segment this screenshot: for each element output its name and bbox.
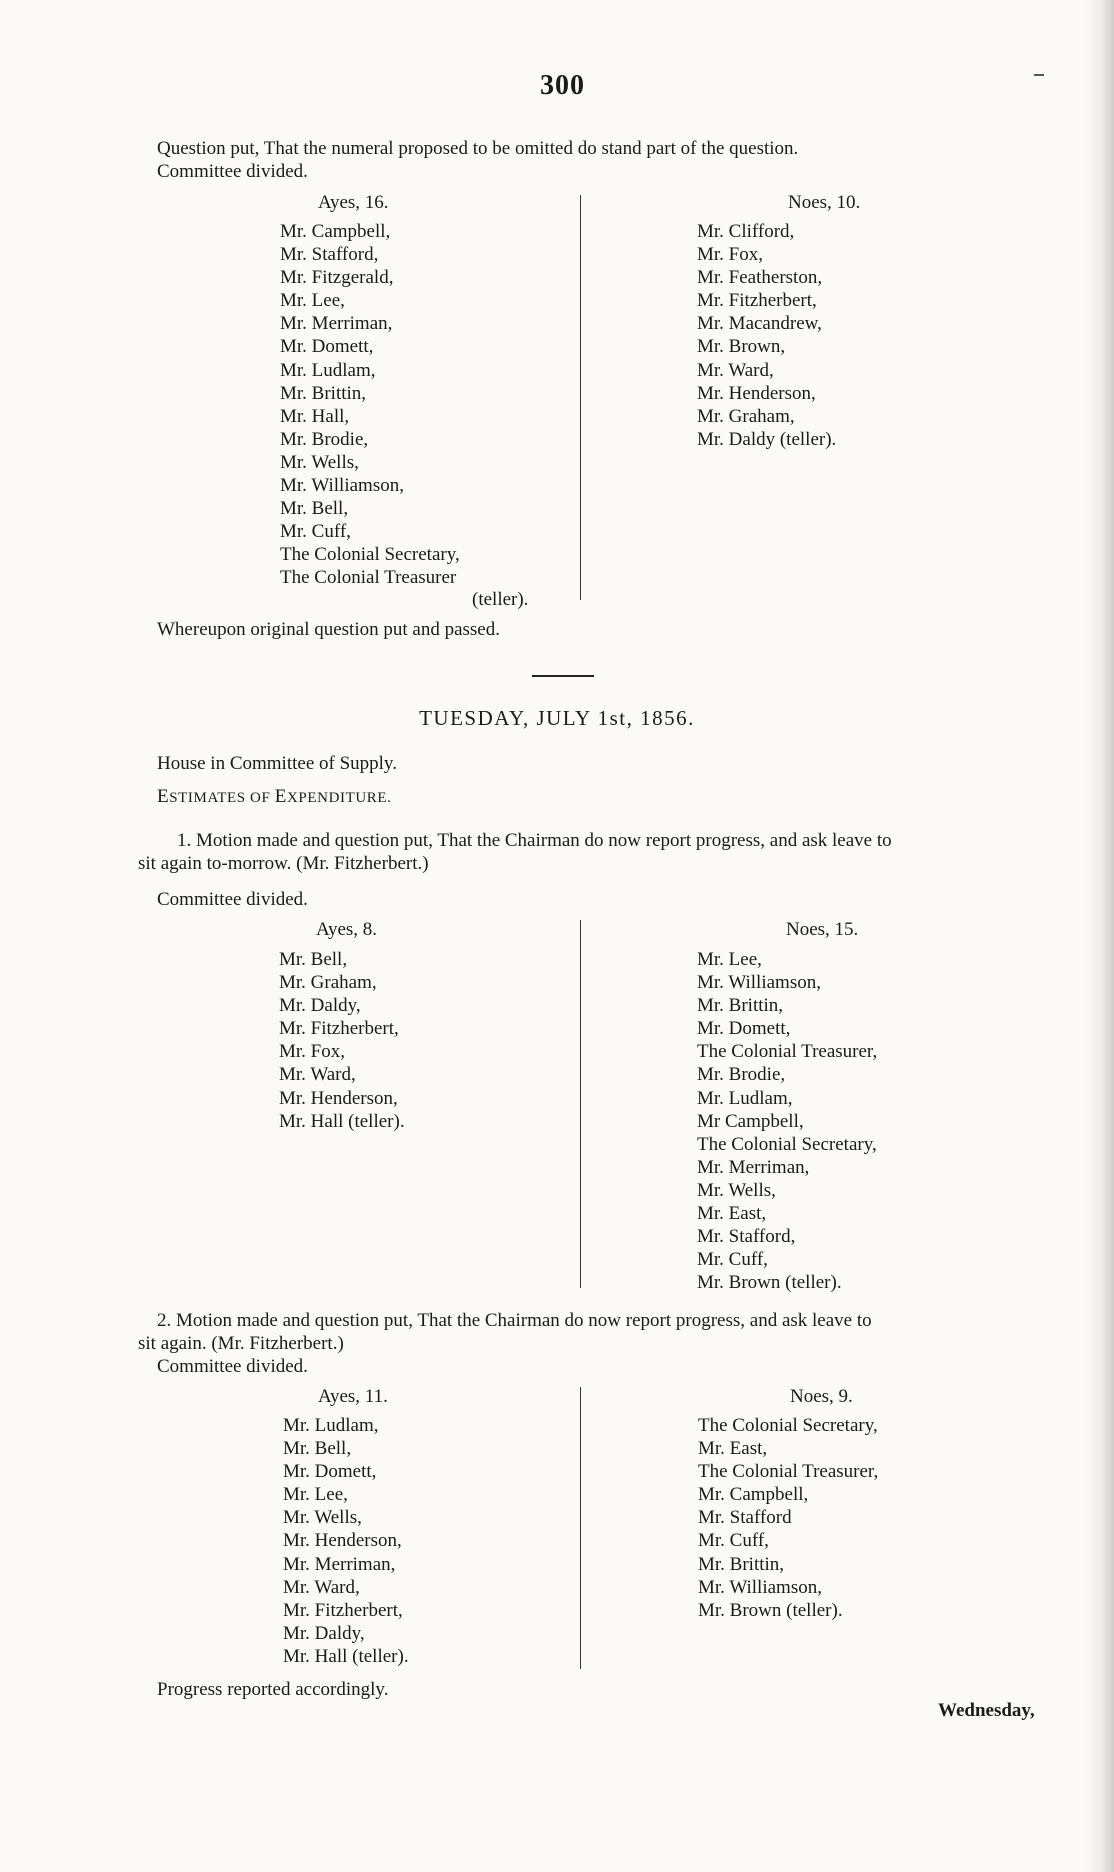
list-item: Mr. Hall (teller).	[279, 1110, 405, 1132]
list-item: The Colonial Treasurer	[280, 567, 457, 589]
list-item: Mr. Macandrew,	[697, 313, 822, 335]
list-item: Mr. Campbell,	[698, 1484, 809, 1506]
list-item: The Colonial Treasurer,	[697, 1041, 878, 1063]
page-number: 300	[540, 70, 585, 101]
noes-title: Noes, 9.	[790, 1386, 853, 1407]
motion1-line1: 1. Motion made and question put, That the Chairman do now report progress, and ask leave to	[177, 830, 892, 851]
motion2-line1: 2. Motion made and question put, That the Chairman do now report progress, and ask leave to	[157, 1310, 872, 1331]
list-item: Mr. Williamson,	[280, 475, 404, 497]
list-item: Mr. Ludlam,	[697, 1087, 793, 1109]
list-item: Mr. Fox,	[279, 1041, 345, 1063]
list-item: Mr. Ward,	[279, 1064, 356, 1086]
list-item: Mr. Campbell,	[280, 221, 391, 242]
column-divider	[580, 1387, 581, 1669]
list-item: Mr. Wells,	[283, 1507, 362, 1529]
page-edge-shadow	[1084, 0, 1114, 1872]
question-text: Question put, That the numeral proposed to be omitted do stand part of the question.	[157, 138, 799, 159]
noes-list	[697, 220, 836, 451]
list-item: Mr. Brown,	[697, 336, 786, 358]
list-item: The Colonial Secretary,	[698, 1415, 878, 1436]
list-item: Mr. Merriman,	[280, 313, 393, 335]
list-item: Mr. Lee,	[280, 290, 345, 312]
list-item: Mr. Domett,	[283, 1461, 377, 1483]
motion2-line2: sit again. (Mr. Fitzherbert.)	[138, 1333, 344, 1354]
ayes-title: Ayes, 8.	[316, 919, 378, 940]
list-item: Mr. Wells,	[697, 1179, 776, 1201]
list-item: Mr. Graham,	[697, 405, 795, 427]
list-item: Mr. East,	[697, 1203, 767, 1225]
list-item: Mr. Williamson,	[698, 1576, 822, 1598]
list-item: Mr. Fox,	[697, 244, 763, 266]
list-item: Mr. Brittin,	[697, 995, 784, 1017]
list-item: Mr. Ward,	[283, 1576, 360, 1598]
ayes-title: Ayes, 16.	[318, 192, 389, 213]
list-item: Mr. Brown (teller).	[697, 1272, 842, 1294]
ayes-teller: (teller).	[472, 589, 529, 610]
list-item: Mr. Lee,	[283, 1484, 348, 1506]
list-item: Mr. Brown (teller).	[698, 1599, 843, 1621]
noes-title: Noes, 15.	[786, 919, 859, 940]
list-item: Mr. Lee,	[697, 949, 762, 970]
committee-heading: House in Committee of Supply.	[157, 753, 397, 774]
estimates-heading: ESTIMATES OF EXPENDITURE.	[157, 786, 392, 807]
noes-title: Noes, 10.	[788, 192, 861, 213]
section-divider	[532, 675, 594, 677]
list-item: Mr. Domett,	[697, 1018, 791, 1040]
list-item: Mr. Fitzherbert,	[279, 1018, 399, 1040]
column-divider	[580, 195, 581, 600]
list-item: Mr. Fitzherbert,	[697, 290, 817, 312]
column-divider	[580, 920, 581, 1288]
section-title: TUESDAY, JULY 1st, 1856.	[419, 706, 695, 730]
list-item: Mr. Bell,	[279, 949, 348, 970]
list-item: Mr. Hall (teller).	[283, 1645, 409, 1667]
list-item: Mr. Clifford,	[697, 221, 795, 242]
list-item: Mr. Merriman,	[283, 1553, 396, 1575]
list-item: Mr. Cuff,	[698, 1530, 769, 1552]
list-item: Mr. Brodie,	[697, 1064, 786, 1086]
list-item: Mr. Domett,	[280, 336, 374, 358]
list-item: Mr. Stafford	[698, 1507, 792, 1529]
list-item: Mr. Bell,	[280, 498, 349, 520]
list-item: Mr. Cuff,	[697, 1249, 768, 1271]
noes-list	[698, 1414, 878, 1622]
list-item: The Colonial Treasurer,	[698, 1461, 879, 1483]
list-item: Mr. Merriman,	[697, 1156, 810, 1178]
list-item: Mr. Fitzgerald,	[280, 267, 394, 289]
margin-mark	[1034, 74, 1044, 76]
list-item: Mr. Brittin,	[698, 1553, 785, 1575]
list-item: Mr. Williamson,	[697, 972, 821, 994]
list-item: Mr. Daldy,	[283, 1622, 365, 1644]
ayes-title: Ayes, 11.	[318, 1386, 388, 1407]
ayes-list	[279, 948, 405, 1133]
list-item: Mr. Brittin,	[280, 382, 367, 404]
committee-divided: Committee divided.	[157, 161, 308, 182]
list-item: Mr. Ward,	[697, 359, 774, 381]
list-item: Mr. Ludlam,	[280, 359, 376, 381]
list-item: Mr. Hall,	[280, 405, 350, 427]
list-item: Mr. Brodie,	[280, 428, 369, 450]
list-item: Mr. Stafford,	[697, 1226, 796, 1248]
list-item: Mr. Wells,	[280, 451, 359, 473]
list-item: The Colonial Secretary,	[697, 1133, 877, 1155]
list-item: Mr. Ludlam,	[283, 1415, 379, 1436]
result-text: Progress reported accordingly.	[157, 1679, 389, 1700]
list-item: Mr. East,	[698, 1438, 768, 1460]
list-item: Mr. Fitzherbert,	[283, 1599, 403, 1621]
list-item: Mr. Henderson,	[279, 1087, 398, 1109]
list-item: Mr. Daldy (teller).	[697, 428, 837, 450]
list-item: Mr. Graham,	[279, 972, 377, 994]
list-item: Mr Campbell,	[697, 1110, 804, 1132]
committee-divided: Committee divided.	[157, 1356, 308, 1377]
catchword: Wednesday,	[938, 1700, 1035, 1721]
list-item: Mr. Stafford,	[280, 244, 379, 266]
list-item: The Colonial Secretary,	[280, 544, 460, 566]
ayes-list	[280, 220, 460, 590]
list-item: Mr. Daldy,	[279, 995, 361, 1017]
committee-divided: Committee divided.	[157, 889, 308, 910]
motion1-line2: sit again to-morrow. (Mr. Fitzherbert.)	[138, 853, 429, 874]
list-item: Mr. Bell,	[283, 1438, 352, 1460]
noes-list	[697, 948, 877, 1294]
list-item: Mr. Henderson,	[697, 382, 816, 404]
list-item: Mr. Featherston,	[697, 267, 823, 289]
result-text: Whereupon original question put and passed.	[157, 619, 500, 640]
ayes-list	[283, 1414, 409, 1668]
list-item: Mr. Henderson,	[283, 1530, 402, 1552]
list-item: Mr. Cuff,	[280, 521, 351, 543]
